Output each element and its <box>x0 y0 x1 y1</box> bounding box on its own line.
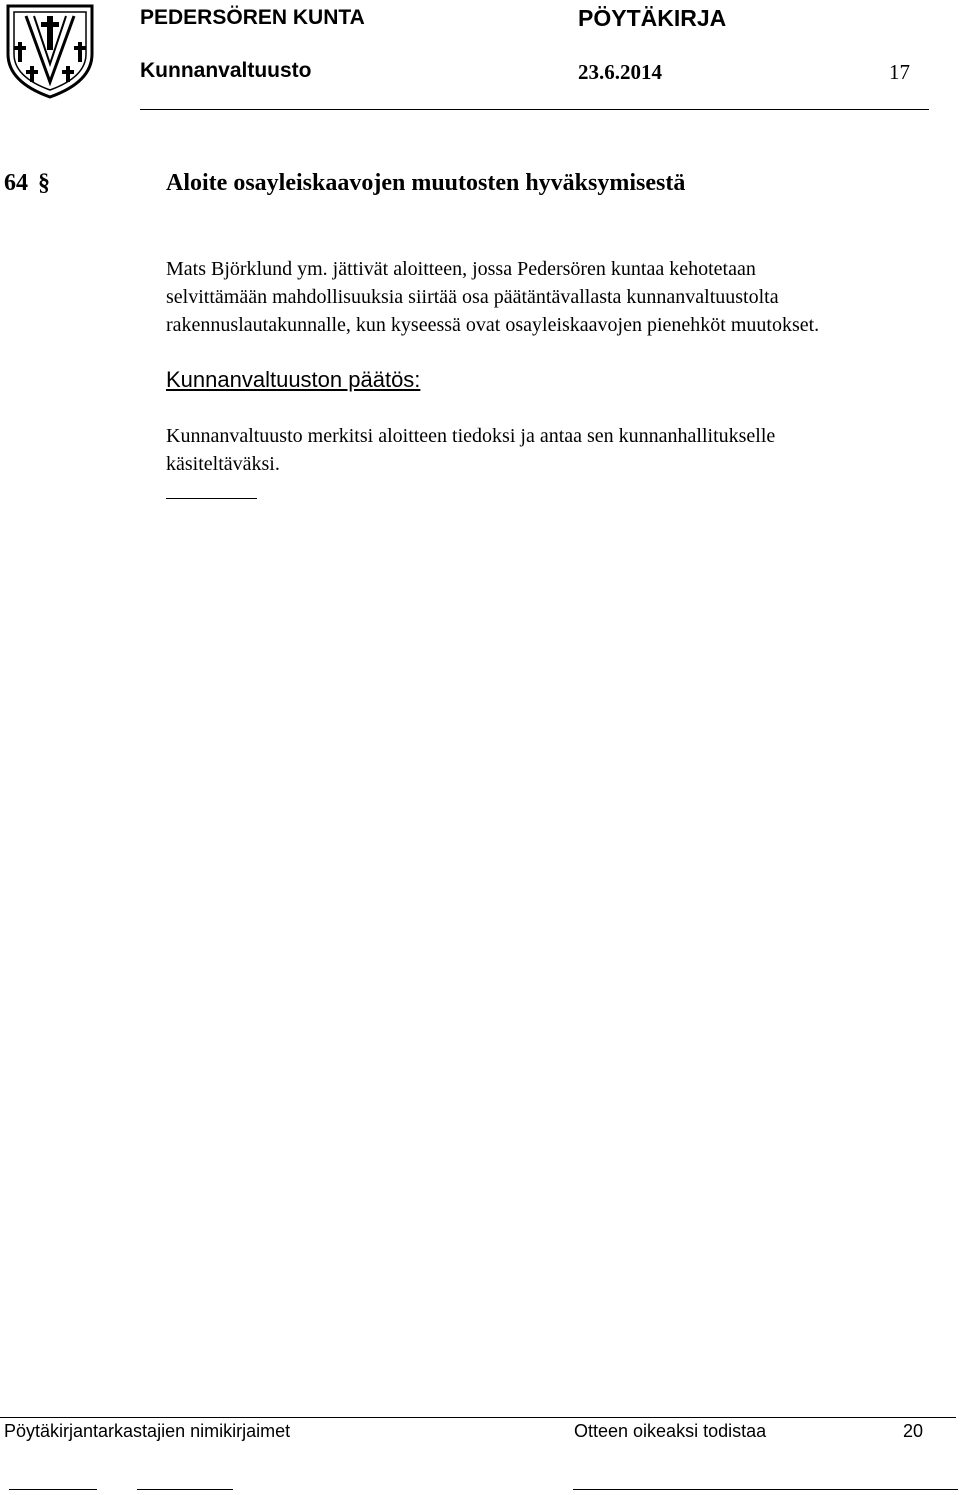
signature-line-1 <box>9 1489 97 1490</box>
meeting-body: Kunnanvaltuusto <box>140 59 312 82</box>
decision-heading: Kunnanvaltuuston päätös: <box>166 367 421 392</box>
item-number: 64 § <box>4 170 50 196</box>
paragraph-line: Mats Björklund ym. jättivät aloitteen, jossa Pedersören kuntaa kehotetaan <box>166 258 756 280</box>
signature-line-2 <box>137 1489 233 1490</box>
end-of-item-line <box>166 498 257 499</box>
decision-line: Kunnanvaltuusto merkitsi aloitteen tiedoksi ja antaa sen kunnanhallitukselle <box>166 425 776 447</box>
footer-rule <box>0 1417 956 1418</box>
paragraph-line: rakennuslautakunnalle, kun kyseessä ovat osayleiskaavojen pienehköt muutokset. <box>166 314 820 336</box>
meeting-date: 23.6.2014 <box>578 60 662 84</box>
coat-of-arms-icon <box>4 2 96 100</box>
section-sign: § <box>38 170 50 196</box>
page-number: 17 <box>889 60 910 84</box>
initials-label: Pöytäkirjantarkastajien nimikirjaimet <box>4 1421 291 1441</box>
certification-signature-line <box>573 1489 958 1490</box>
header-rule <box>140 109 929 110</box>
certified-label: Otteen oikeaksi todistaa <box>574 1421 767 1441</box>
footer-number: 20 <box>903 1421 924 1441</box>
item-title: Aloite osayleiskaavojen muutosten hyväksymisestä <box>166 170 686 196</box>
municipality-name: PEDERSÖREN KUNTA <box>140 6 365 29</box>
decision-line: käsiteltäväksi. <box>166 453 280 475</box>
body-paragraph <box>166 255 906 339</box>
paragraph-line: selvittämään mahdollisuuksia siirtää osa päätäntävallasta kunnanvaltuustolta <box>166 286 779 308</box>
document-type: PÖYTÄKIRJA <box>578 5 727 31</box>
decision-paragraph <box>166 422 906 478</box>
